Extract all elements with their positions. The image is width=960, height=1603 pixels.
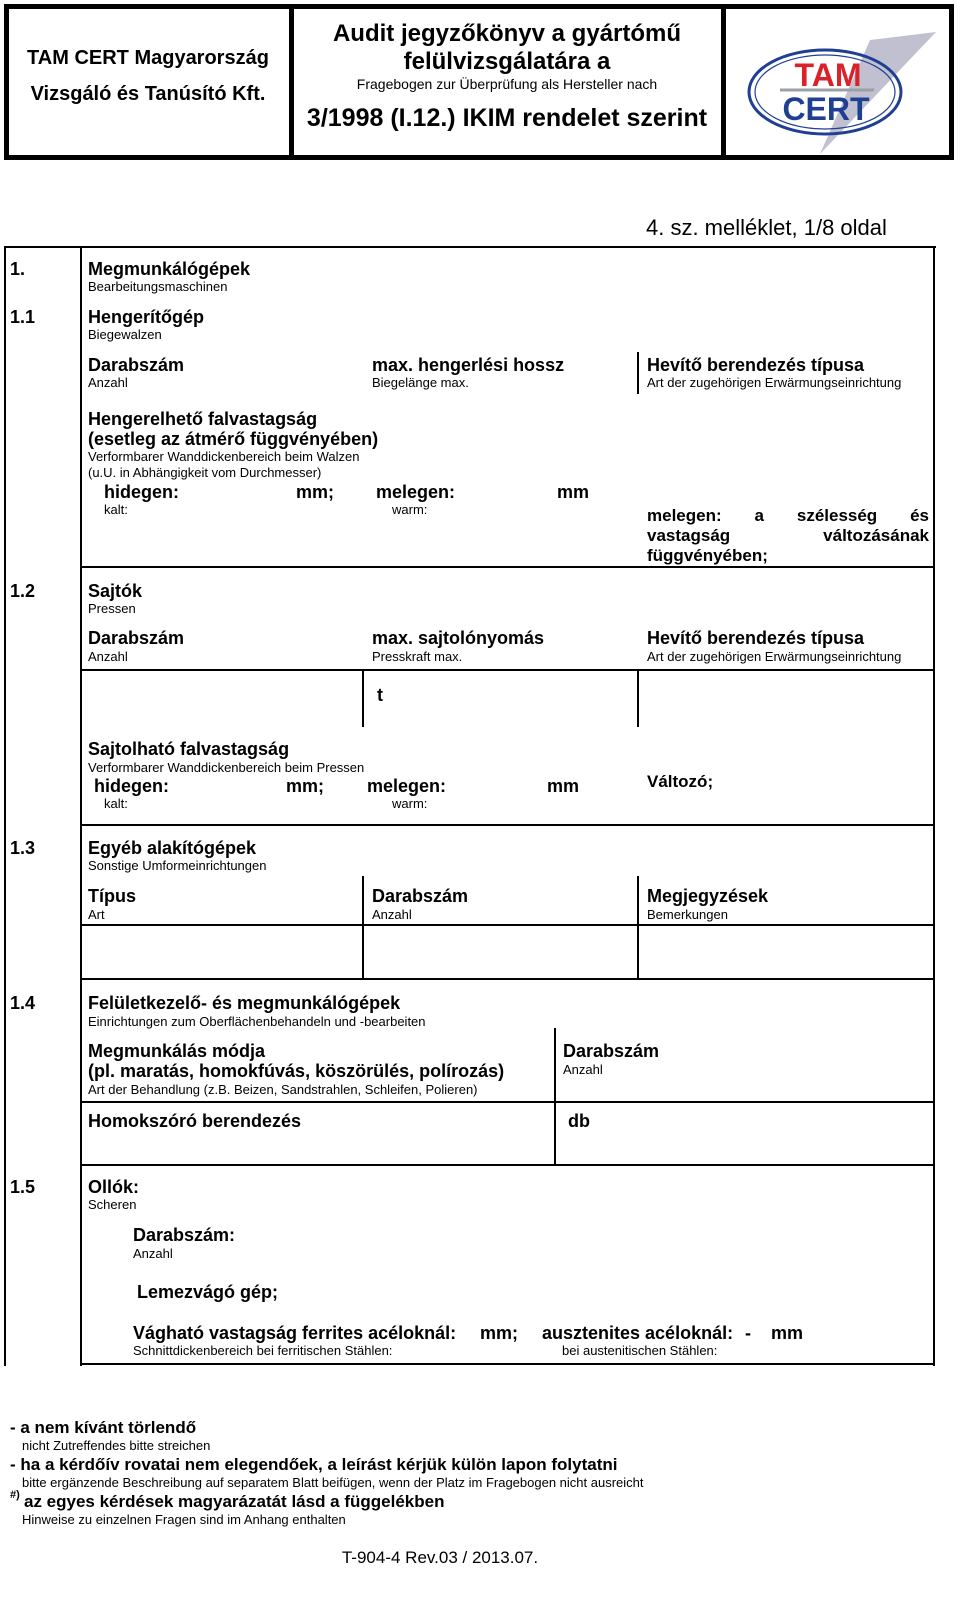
s11-length-sub: Biegelänge max. [372, 375, 469, 390]
s13-remarks-label: Megjegyzések [647, 886, 769, 906]
note-line: függvényében; [647, 546, 768, 565]
title-line1: Audit jegyzőkönyv a gyártómű [332, 20, 682, 47]
s15-cut-ferritic: Vágható vastagság ferrites acéloknál: [133, 1323, 457, 1343]
s12-count-sub: Anzahl [88, 649, 128, 664]
s12-pressure-label: max. sajtolónyomás [372, 628, 545, 648]
s14-method-title1: Megmunkálás módja [88, 1041, 266, 1061]
s14-row1-unit: db [568, 1111, 590, 1131]
s14-row1-method: Homokszóró berendezés [88, 1111, 302, 1131]
s13-type-label: Típus [88, 886, 136, 906]
s15-cut-austenitic-value: - [745, 1323, 751, 1343]
s12-note: Változó; [647, 772, 714, 791]
section-1-2-subtitle: Pressen [88, 601, 136, 616]
section-1-5-subtitle: Scheren [88, 1197, 137, 1212]
s14-method-title2: (pl. maratás, homokfúvás, köszörülés, polírozás) [88, 1061, 505, 1081]
s11-thickness-sub2: (u.U. in Abhängigkeit vom Durchmesser) [88, 465, 322, 480]
s11-cold-unit: mm; [296, 482, 335, 502]
main-top-rule [4, 246, 936, 248]
header-divider-right [721, 4, 726, 160]
s12-warm-unit: mm [547, 776, 580, 796]
page-reference: 4. sz. melléklet, 1/8 oldal [646, 215, 887, 240]
company-line2: Vizsgáló és Tanúsító Kft. [30, 83, 266, 105]
note-word: a [754, 506, 764, 525]
regulation: 3/1998 (I.12.) IKIM rendelet szerint [306, 104, 708, 132]
s14-col2-rule [554, 1028, 556, 1164]
title-sub: Fragebogen zur Überprüfung als Hersteller nach [356, 76, 658, 92]
s11-cold-sub: kalt: [104, 502, 128, 517]
section-1-2-title: Sajtók [88, 581, 143, 601]
section-1-1-number: 1.1 [10, 307, 36, 327]
section-1-1-subtitle: Biegewalzen [88, 327, 162, 342]
company-name [10, 46, 286, 106]
section-1-4-title: Felületkezelő- és megmunkálógépek [88, 993, 401, 1013]
s14-method-sub: Art der Behandlung (z.B. Beizen, Sandstrahlen, Schleifen, Polieren) [88, 1082, 478, 1097]
section-1-3-subtitle: Sonstige Umformeinrichtungen [88, 858, 267, 873]
s14-count-sub: Anzahl [563, 1062, 603, 1077]
section-1-3-number: 1.3 [10, 838, 36, 858]
s12-heater-sub: Art der zugehörigen Erwärmungseinrichtung [647, 649, 902, 664]
note-word: vastagság [647, 526, 731, 545]
footer-note-2-sub: bitte ergänzende Beschreibung auf separatem Blatt beifügen, wenn der Platz im Fragebogen nicht ausreicht [22, 1475, 644, 1490]
footer-note-3: az egyes kérdések magyarázatát lásd a függelékben [24, 1492, 445, 1511]
section-1-4-number: 1.4 [10, 993, 36, 1013]
s11-heating-note [647, 506, 929, 566]
s11-warm-unit: mm [557, 482, 590, 502]
s11-warm-label: melegen: [376, 482, 456, 502]
s15-cut-austenitic: ausztenites acéloknál: [542, 1323, 734, 1343]
s12-thickness-sub: Verformbarer Wanddickenbereich beim Pressen [88, 760, 365, 775]
note-word: változásának [823, 526, 929, 545]
s11-count-label: Darabszám [88, 355, 185, 375]
section-1-subtitle: Bearbeitungsmaschinen [88, 279, 228, 294]
footer-note-1: - a nem kívánt törlendő [10, 1418, 197, 1437]
document-code: T-904-4 Rev.03 / 2013.07. [341, 1548, 539, 1567]
s11-heater-label: Hevítő berendezés típusa [647, 355, 865, 375]
svg-text:TAM: TAM [794, 57, 862, 93]
s15-count-label: Darabszám: [133, 1225, 236, 1245]
title-line2: felülvizsgálatára a [403, 48, 611, 75]
section-1-number: 1. [10, 259, 26, 279]
note-word: szélesség [796, 506, 878, 525]
s11-thickness-sub1: Verformbarer Wanddickenbereich beim Walzen [88, 449, 360, 464]
section-1-4-subtitle: Einrichtungen zum Oberflächenbehandeln und -bearbeiten [88, 1014, 426, 1029]
s15-count-sub: Anzahl [133, 1246, 173, 1261]
s12-unit-t: t [377, 685, 383, 705]
s12-warm-label: melegen: [367, 776, 447, 796]
s13-header-rule [80, 924, 935, 926]
s13-col3-rule [637, 876, 639, 978]
s11-count-sub: Anzahl [88, 375, 128, 390]
s12-warm-sub: warm: [392, 796, 428, 811]
tam-cert-logo-icon [740, 26, 940, 156]
s13-remarks-sub: Bemerkungen [647, 907, 728, 922]
section-1-1-title: Hengerítőgép [88, 307, 205, 327]
tam-cert-logo [740, 26, 940, 156]
note-word: melegen: [647, 506, 722, 525]
svg-text:CERT: CERT [782, 91, 870, 127]
document-title [296, 20, 718, 133]
note-word: és [910, 506, 929, 525]
s11-thickness-title2: (esetleg az átmérő függvényében) [88, 429, 379, 449]
s15-machine: Lemezvágó gép; [137, 1282, 279, 1302]
main-right-rule [933, 246, 935, 1366]
s14-count-label: Darabszám [563, 1041, 660, 1061]
s11-cold-label: hidegen: [104, 482, 179, 502]
s11-heater-sub: Art der zugehörigen Erwärmungseinrichtung [647, 375, 902, 390]
s12-cold-label: hidegen: [94, 776, 169, 796]
footer-note-3-sub: Hinweise zu einzelnen Fragen sind im Anhang enthalten [22, 1512, 346, 1527]
s11-thickness-title1: Hengerelhető falvastagság [88, 409, 318, 429]
s13-count-label: Darabszám [372, 886, 469, 906]
section-1-title: Megmunkálógépek [88, 259, 251, 279]
s15-cut-ferritic-sub: Schnittdickenbereich bei ferritischen Stählen: [133, 1343, 393, 1358]
s12-col2-rule [362, 669, 364, 727]
s12-bottom-rule [80, 824, 935, 826]
s14-header-rule [80, 1101, 935, 1103]
header-divider-left [289, 4, 294, 160]
footer-note-1-sub: nicht Zutreffendes bitte streichen [22, 1438, 211, 1453]
s12-header-rule [80, 669, 935, 671]
s12-count-label: Darabszám [88, 628, 185, 648]
s13-type-sub: Art [88, 907, 105, 922]
s11-bottom-rule [80, 566, 935, 568]
s15-cut-austenitic-sub: bei austenitischen Stählen: [562, 1343, 718, 1358]
s14-bottom-rule [80, 1164, 935, 1166]
section-1-2-number: 1.2 [10, 581, 36, 601]
section-1-5-title: Ollók: [88, 1177, 140, 1197]
footer-note-2: - ha a kérdőív rovatai nem elegendőek, a leírást kérjük külön lapon folytatni [10, 1455, 618, 1474]
s11-warm-sub: warm: [392, 502, 428, 517]
section-1-3-title: Egyéb alakítógépek [88, 838, 257, 858]
s11-col3-rule [637, 352, 639, 394]
main-left-rule [4, 246, 6, 1366]
s13-bottom-rule [80, 978, 935, 980]
s15-cut-austenitic-unit: mm [771, 1323, 804, 1343]
s12-pressure-sub: Presskraft max. [372, 649, 463, 664]
s15-bottom-rule [80, 1363, 935, 1365]
s12-cold-sub: kalt: [104, 796, 128, 811]
company-line1: TAM CERT Magyarország [27, 47, 269, 69]
s12-cold-unit: mm; [286, 776, 325, 796]
s13-count-sub: Anzahl [372, 907, 412, 922]
number-column-rule [80, 246, 82, 1366]
footer-note-3-mark: #) [10, 1489, 20, 1501]
s12-heater-label: Hevítő berendezés típusa [647, 628, 865, 648]
s13-col2-rule [362, 876, 364, 978]
section-1-5-number: 1.5 [10, 1177, 36, 1197]
s12-thickness-title: Sajtolható falvastagság [88, 739, 290, 759]
s12-col3-rule [637, 669, 639, 727]
s11-length-label: max. hengerlési hossz [372, 355, 565, 375]
s15-cut-ferritic-unit: mm; [480, 1323, 519, 1343]
